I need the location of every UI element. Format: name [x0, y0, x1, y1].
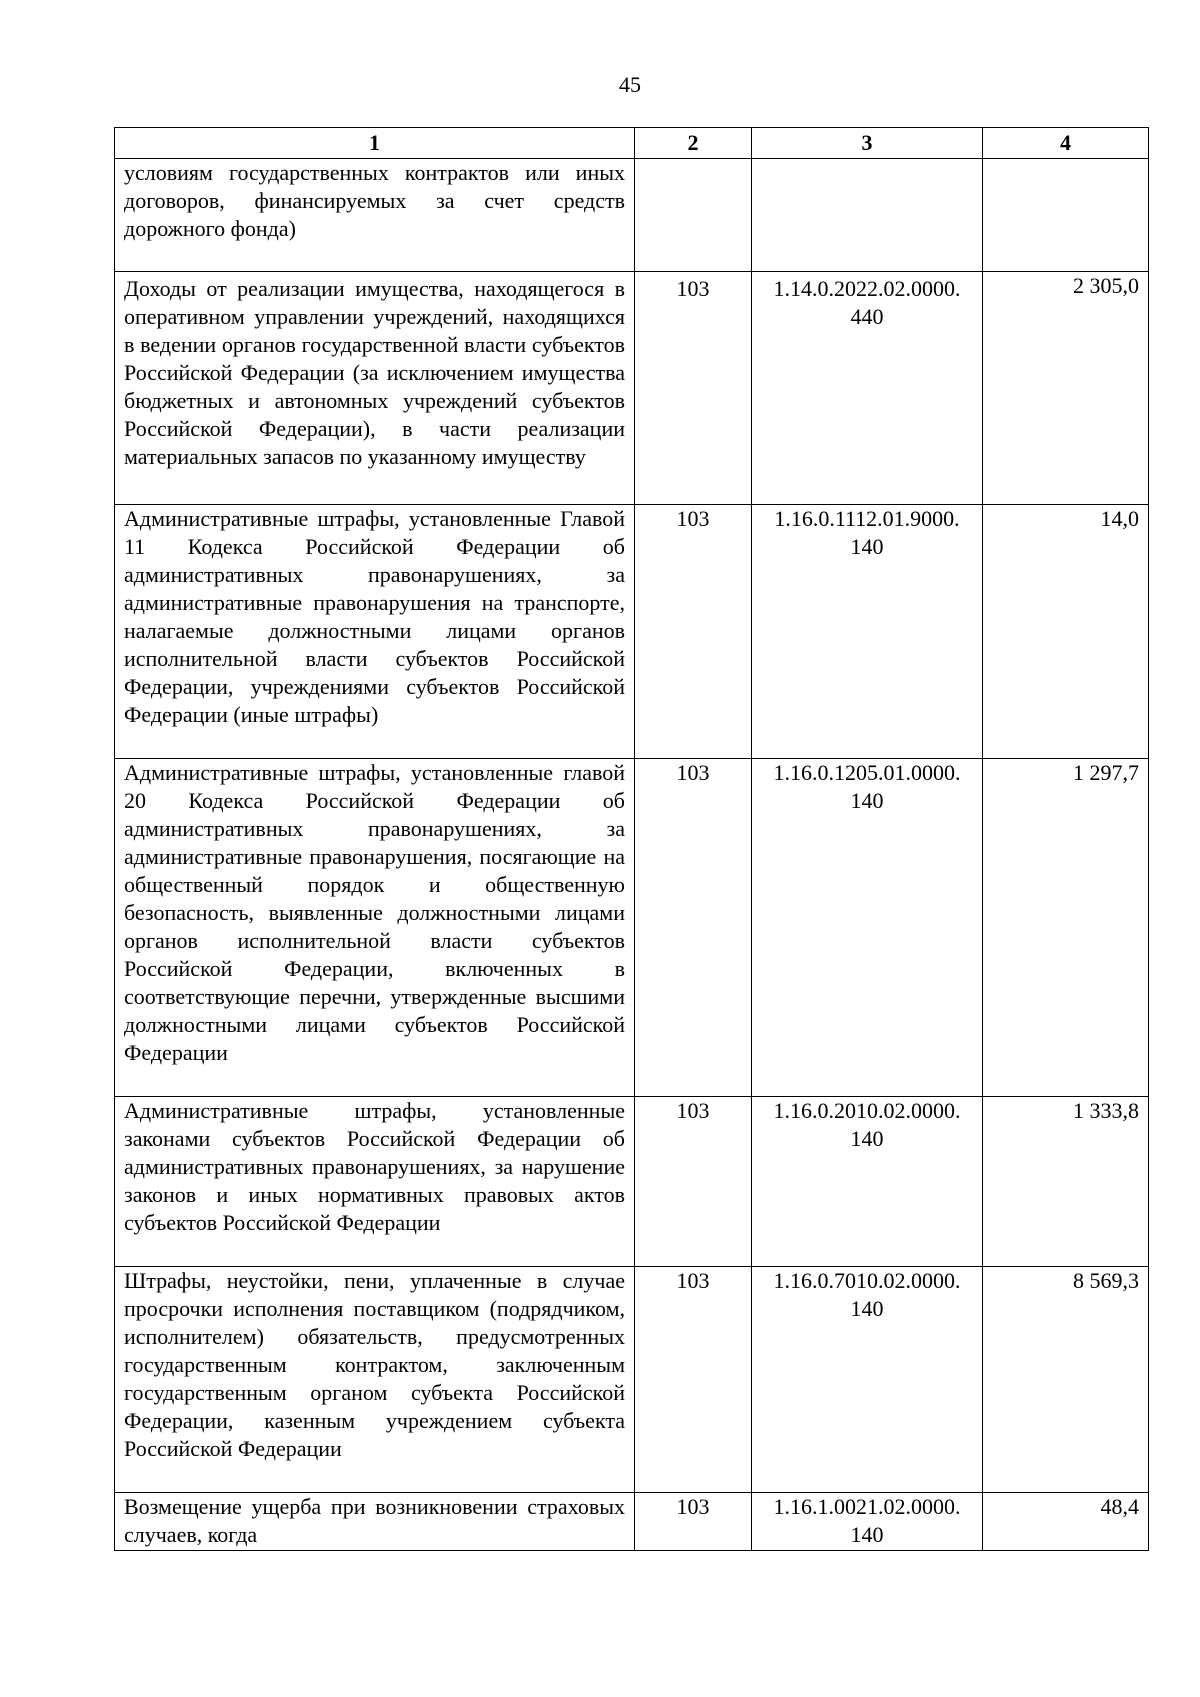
table-row: [115, 1493, 1149, 1551]
kbk-line-2: 440: [850, 304, 884, 329]
table-row: [115, 1097, 1149, 1267]
row-code: 103: [635, 272, 752, 505]
row-description: Доходы от реализации имущества, находящегося в оперативном управлении учреждений, находящихся в ведении органов государственной власти субъектов Российской Федерации (за исключением имущества бюджетных и автономных учреждений субъектов Российской Федерации), в части реализации материальных запасов по указанному имуществу: [115, 272, 635, 505]
row-amount: 8 569,3: [983, 1267, 1149, 1493]
page-number: 45: [619, 72, 641, 97]
row-amount: 14,0: [983, 505, 1149, 759]
row-description: Административные штрафы, установленные главой 20 Кодекса Российской Федерации об административных правонарушениях, за административные правонарушения, посягающие на общественный порядок и общественную безопасность, выявленные должностными лицами органов исполнительной власти субъектов Российской Федерации, включенных в соответствующие перечни, утвержденные высшими должностными лицами субъектов Российской Федерации: [115, 759, 635, 1097]
row-kbk: [752, 159, 983, 272]
row-kbk: [752, 1097, 983, 1267]
row-kbk: [752, 759, 983, 1097]
table-row: [115, 272, 1149, 505]
row-kbk: [752, 505, 983, 759]
row-description: Административные штрафы, установленные законами субъектов Российской Федерации об административных правонарушениях, за нарушение законов и иных нормативных правовых актов субъектов Российской Федерации: [115, 1097, 635, 1267]
row-kbk: [752, 1267, 983, 1493]
kbk-line-1: 1.16.0.2010.02.0000.: [773, 1098, 961, 1123]
row-code: [635, 159, 752, 272]
kbk-line-1: 1.14.0.2022.02.0000.: [773, 276, 961, 301]
kbk-line-2: 140: [850, 1522, 884, 1547]
revenue-table: [114, 127, 1149, 1551]
header-col-3: 3: [752, 128, 983, 159]
row-amount: 1 297,7: [983, 759, 1149, 1097]
kbk-line-2: 140: [850, 1296, 884, 1321]
row-description: Административные штрафы, установленные Главой 11 Кодекса Российской Федерации об административных правонарушениях, за административные правонарушения на транспорте, налагаемые должностными лицами органов исполнительной власти субъектов Российской Федерации, учреждениями субъектов Российской Федерации (иные штрафы): [115, 505, 635, 759]
header-col-4: 4: [983, 128, 1149, 159]
kbk-line-1: 1.16.0.1205.01.0000.: [773, 760, 961, 785]
row-code: 103: [635, 1267, 752, 1493]
row-amount: 1 333,8: [983, 1097, 1149, 1267]
table-row: [115, 1267, 1149, 1493]
row-code: 103: [635, 1493, 752, 1551]
table-header-row: [115, 128, 1149, 159]
header-col-2: 2: [635, 128, 752, 159]
row-kbk: [752, 1493, 983, 1551]
row-kbk: [752, 272, 983, 505]
kbk-line-2: 140: [850, 1126, 884, 1151]
row-description: условиям государственных контрактов или иных договоров, финансируемых за счет средств дорожного фонда): [115, 159, 635, 272]
header-col-1: 1: [115, 128, 635, 159]
row-description: Штрафы, неустойки, пени, уплаченные в случае просрочки исполнения поставщиком (подрядчиком, исполнителем) обязательств, предусмотренных государственным контрактом, заключенным государственным органом субъекта Российской Федерации, казенным учреждением субъекта Российской Федерации: [115, 1267, 635, 1493]
table-row: [115, 759, 1149, 1097]
kbk-line-2: 140: [850, 534, 884, 559]
kbk-line-2: 140: [850, 788, 884, 813]
row-code: 103: [635, 759, 752, 1097]
row-description: Возмещение ущерба при возникновении страховых случаев, когда: [115, 1493, 635, 1551]
table-row: [115, 505, 1149, 759]
row-amount: [983, 159, 1149, 272]
row-amount: 2 305,0: [983, 272, 1149, 505]
row-amount: 48,4: [983, 1493, 1149, 1551]
row-code: 103: [635, 1097, 752, 1267]
kbk-line-1: 1.16.0.7010.02.0000.: [773, 1268, 961, 1293]
kbk-line-1: 1.16.1.0021.02.0000.: [773, 1494, 961, 1519]
table-row: [115, 159, 1149, 272]
kbk-line-1: 1.16.0.1112.01.9000.: [774, 506, 960, 531]
row-code: 103: [635, 505, 752, 759]
